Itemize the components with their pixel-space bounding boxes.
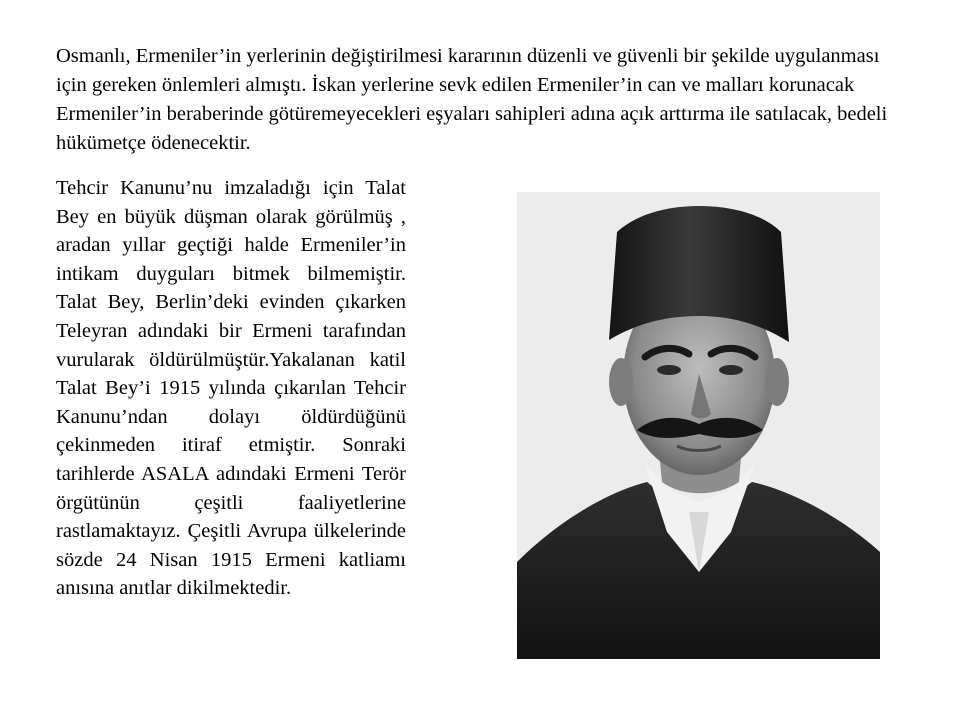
intro-paragraph: Osmanlı, Ermeniler’in yerlerinin değiştirilmesi kararının düzenli ve güvenli bir şekilde uygulanması için gereken önlemleri almıştı. İskan yerlerine sevk edilen Ermeniler’in can ve malları korunacak Ermeniler’in beraberinde götüremeyecekleri eşyaları sahipleri adına açık arttırma ile satılacak, bedeli hükümetçe ödenecektir. bbox=[56, 45, 888, 154]
left-ear bbox=[609, 358, 633, 406]
right-eye bbox=[719, 365, 743, 375]
right-ear bbox=[765, 358, 789, 406]
body-paragraph: Tehcir Kanunu’nu imzaladığı için Talat Bey en büyük düşman olarak görülmüş , aradan yıllar geçtiği halde Ermeniler’in intikam duyguları bitmek bilmemiştir. Talat Bey, Berlin’deki evinden çıkarken Teleyran adındaki bir Ermeni tarafından vurularak öldürülmüştür.Yakalanan katil Talat Bey’i 1915 yılında çıkarılan Tehcir Kanunu’ndan dolayı öldürdüğünü çekinmeden itiraf etmiştir. Sonraki tarihlerde ASALA adındaki Ermeni Terör örgütünün çeşitli faaliyetlerine rastlamaktayız. Çeşitli Avrupa ülkelerinde sözde 24 Nisan 1915 Ermeni katliamı anısına anıtlar dikilmektedir. bbox=[56, 177, 406, 600]
portrait-photo bbox=[517, 192, 880, 659]
portrait-illustration bbox=[517, 192, 880, 659]
left-eye bbox=[657, 365, 681, 375]
